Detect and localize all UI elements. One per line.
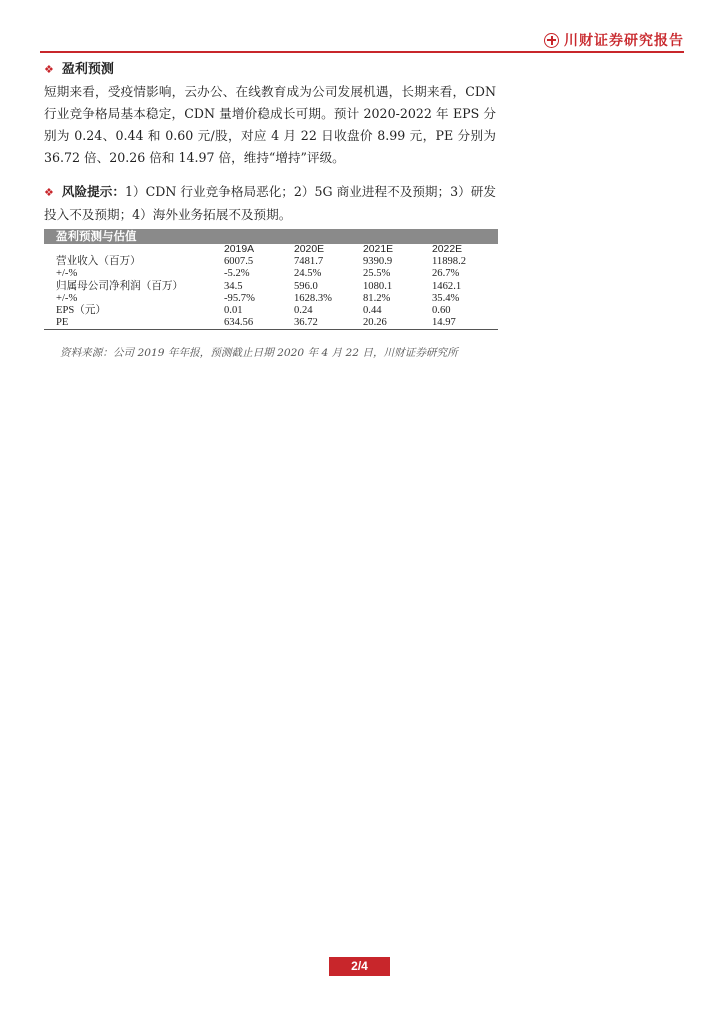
profit-forecast-paragraph: 短期来看，受疫情影响，云办公、在线教育成为公司发展机遇，长期来看，CDN 行业竞争格局基本稳定，CDN 量增价稳成长可期。预计 2020-2022 年 EPS 分别为 0.24、0.44 和 0.60 元/股，对应 4 月 22 日收盘价 8.99 元，PE 分别为 36.72 倍、20.26 倍和 14.97 倍，维持“增持”评级。	[44, 84, 496, 165]
table-header-cell: 2021E	[363, 244, 394, 255]
page-number: 2/4	[329, 957, 390, 976]
table-cell: 24.5%	[294, 268, 322, 280]
table-cell: 7481.7	[294, 256, 324, 268]
header-divider	[40, 51, 684, 53]
table-cell: 596.0	[294, 280, 318, 292]
table-title: 盈利预测与估值	[44, 229, 498, 244]
table-row	[44, 293, 498, 305]
table-cell: 0.44	[363, 305, 382, 317]
table-cell: 26.7%	[432, 268, 460, 280]
forecast-table-block	[44, 229, 498, 330]
table-cell: 9390.9	[363, 256, 393, 268]
table-cell: 1080.1	[363, 280, 393, 292]
table-cell: 81.2%	[363, 292, 391, 304]
row-label: +/-%	[56, 292, 78, 304]
table-header-cell: 2020E	[294, 244, 325, 255]
table-cell: 6007.5	[224, 256, 254, 268]
risk-label: 风险提示：	[61, 184, 125, 199]
table-row	[44, 281, 498, 293]
table-cell: 0.60	[432, 305, 451, 317]
row-label: EPS（元）	[56, 305, 107, 317]
row-label: 营业收入（百万）	[56, 256, 141, 268]
table-cell: 634.56	[224, 317, 294, 330]
row-label: 归属母公司净利润（百万）	[56, 280, 184, 292]
header-title: 川财证券研究报告	[564, 33, 684, 49]
section-profit-forecast-heading	[44, 58, 114, 77]
table-row	[44, 268, 498, 280]
table-cell: 0.01	[224, 305, 243, 317]
table-source-note: 资料来源：公司 2019 年年报，预测截止日期 2020 年 4 月 22 日，川财证券研究所	[60, 347, 458, 359]
risk-paragraph	[44, 181, 496, 226]
table-cell: 11898.2	[432, 256, 467, 268]
table-cell: -95.7%	[224, 292, 255, 304]
table-header-cell	[44, 244, 224, 256]
company-logo-icon	[544, 33, 559, 48]
table-row	[44, 305, 498, 317]
diamond-bullet-icon: ❖	[44, 63, 54, 76]
table-header-row	[44, 244, 498, 256]
risk-text: 1）CDN 行业竞争格局恶化；2）5G 商业进程不及预期；3）研发投入不及预期；4）海外业务拓展不及预期。	[44, 184, 496, 222]
table-cell: 1462.1	[432, 280, 462, 292]
row-label: +/-%	[56, 268, 78, 280]
table-cell: 14.97	[432, 317, 498, 330]
table-row	[44, 256, 498, 268]
section-title: 盈利预测	[61, 62, 114, 77]
table-row	[44, 317, 498, 330]
diamond-bullet-icon: ❖	[44, 186, 54, 199]
forecast-table	[44, 244, 498, 330]
table-cell: 20.26	[363, 317, 432, 330]
table-cell: 25.5%	[363, 268, 391, 280]
table-header-cell: 2019A	[224, 244, 255, 255]
table-cell: -5.2%	[224, 268, 250, 280]
row-label: PE	[44, 317, 224, 330]
table-cell: 35.4%	[432, 292, 460, 304]
table-cell: 1628.3%	[294, 292, 332, 304]
table-cell: 36.72	[294, 317, 363, 330]
table-cell: 0.24	[294, 305, 313, 317]
table-cell: 34.5	[224, 280, 243, 292]
report-header	[40, 24, 684, 54]
table-header-cell: 2022E	[432, 244, 463, 255]
header-logo	[544, 30, 684, 50]
